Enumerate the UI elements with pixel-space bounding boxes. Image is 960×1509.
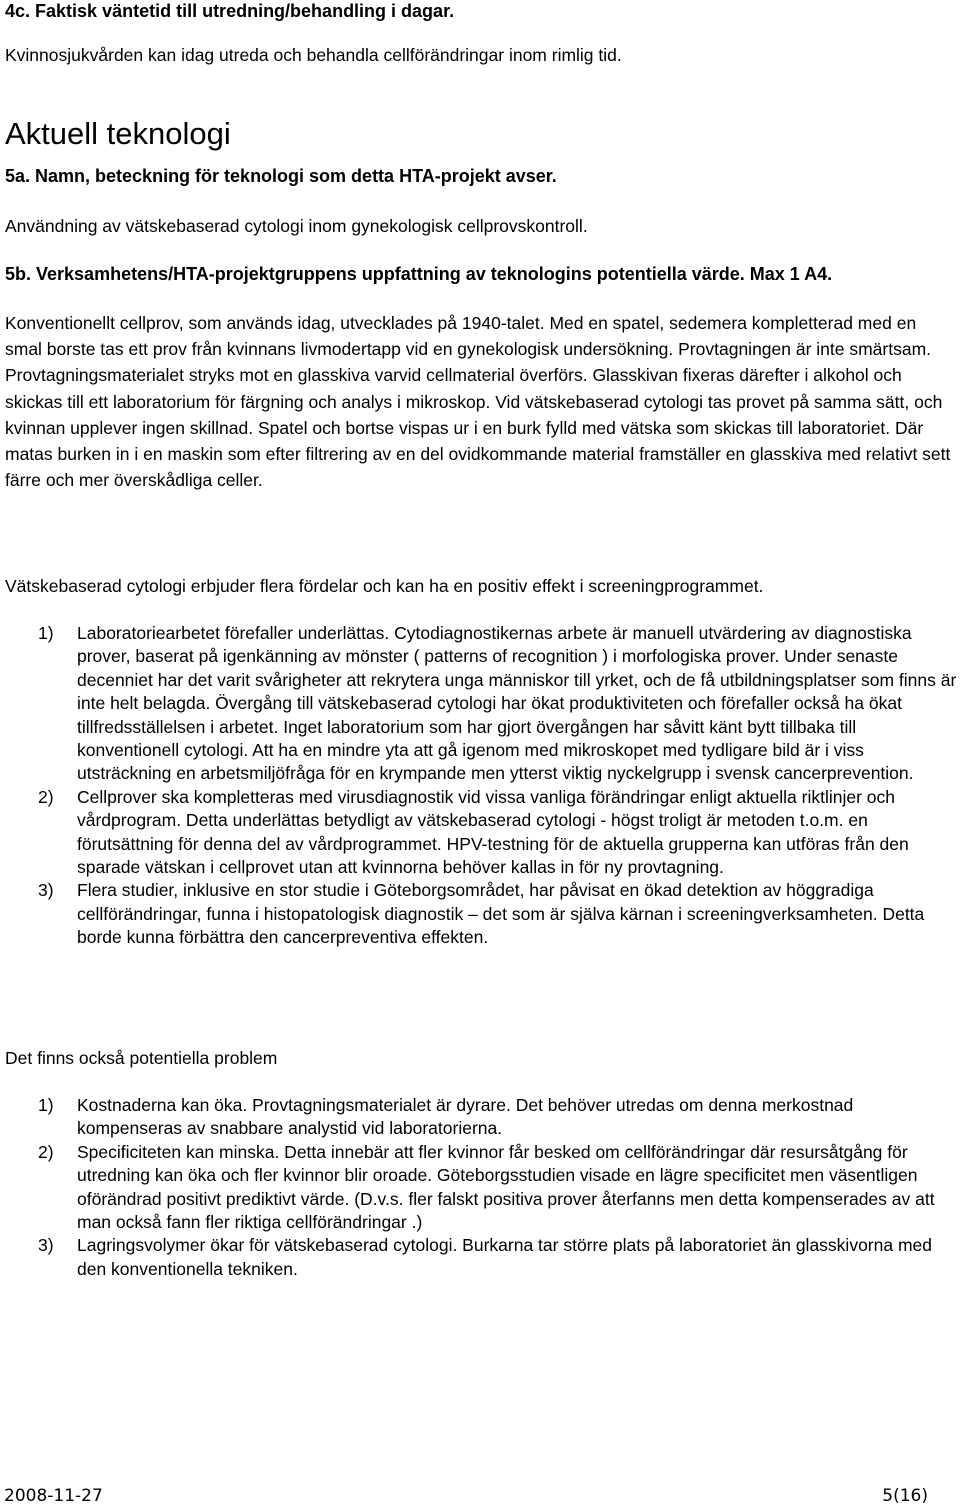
advantages-list — [38, 622, 958, 950]
section-5-title: Aktuell teknologi — [5, 116, 231, 151]
list-item — [38, 1234, 958, 1281]
advantages-intro: Vätskebaserad cytologi erbjuder flera fördelar och kan ha en positiv effekt i screeningprogrammet. — [5, 576, 764, 596]
list-item-number: 3) — [38, 1235, 54, 1256]
section-5a-body: Användning av vätskebaserad cytologi inom gynekologisk cellprovskontroll. — [5, 216, 588, 236]
list-item — [38, 1094, 958, 1141]
list-item-text: Flera studier, inklusive en stor studie i Göteborgsområdet, har påvisat en ökad detektion av höggradiga cellförändringar, funna i histopatologisk diagnostik – det som är själva kärnan i screeningverksamheten. Detta borde kunna förbättra den cancerpreventiva effekten. — [77, 880, 925, 948]
list-item-text: Kostnaderna kan öka. Provtagningsmaterialet är dyrare. Det behöver utredas om denna merkostnad kompenseras av snabbare analystid vid laboratorierna. — [77, 1095, 854, 1139]
section-5b-paragraph: Konventionellt cellprov, som används idag, utvecklades på 1940-talet. Med en spatel, sedemera kompletterad med en smal borste tas ett prov från kvinnans livmodertapp vid en gynekologisk undersökning. Provtagningen är inte smärtsam. Provtagningsmaterialet stryks mot en glasskiva varvid cellmaterial överförs. Glasskivan fixeras därefter i alkohol och skickas till ett laboratorium för färgning och analys i mikroskop. Vid vätskebaserad cytologi tas provet på samma sätt, och kvinnan upplever ingen skillnad. Spatel och bortse vispas ur i en burk fylld med vätska som skickas till laboratoriet. Där matas burken in i en maskin som efter filtrering av en del ovidkommande material framställer en glasskiva med relativt sett färre och mer överskådliga celler. — [5, 313, 951, 491]
list-item-text: Laboratoriearbetet förefaller underlättas. Cytodiagnostikernas arbete är manuell utvärdering av diagnostiska prover, baserat på igenkänning av mönster ( patterns of recognition ) i morfologiska prover. Under senaste decenniet har det varit svårigheter att rekrytera unga människor till yrket, och de få utbildningsplatser som finns är inte helt belagda. Övergång till vätskebaserad cytologi har ökat produktiviteten och förefaller också ha ökat tillfredsställelsen i arbetet. Inget laboratorium som har gjort övergången har såvitt känt bytt tillbaka till konventionell cytologi. Att ha en mindre yta att gå igenom med mikroskopet med tydligare bild är i viss utsträckning en arbetsmiljöfråga för en krympande men ytterst viktig nyckelgrupp i svensk cancerprevention. — [77, 623, 957, 784]
list-item — [38, 879, 958, 949]
list-item-text: Specificiteten kan minska. Detta innebär att fler kvinnor får besked om cellförändringar där resursåtgång för utredning kan öka och fler kvinnor blir oroade. Göteborgsstudien visade en lägre specificitet men väsentligen oförändrad positivt prediktivt värde. (D.v.s. fler falskt positiva prover återfanns men detta kompenserades av att man också fann fler riktiga cellförändringar .) — [77, 1141, 935, 1233]
list-item-number: 3) — [38, 880, 54, 901]
list-item-number: 2) — [38, 786, 54, 807]
footer-date: 2008-11-27 — [4, 1486, 103, 1506]
list-item — [38, 1141, 958, 1235]
section-5b-heading: 5b. Verksamhetens/HTA-projektgruppens uppfattning av teknologins potentiella värde. Max 1 A4. — [5, 264, 833, 284]
section-4c-heading: 4c. Faktisk väntetid till utredning/behandling i dagar. — [5, 1, 455, 21]
list-item-number: 1) — [38, 1095, 54, 1115]
list-item-number: 1) — [38, 623, 54, 643]
footer-page-number: 5(16) — [882, 1486, 928, 1506]
section-5a-heading: 5a. Namn, beteckning för teknologi som detta HTA-projekt avser. — [5, 166, 557, 186]
problems-list — [38, 1094, 958, 1281]
list-item — [38, 622, 958, 786]
list-item-text: Cellprover ska kompletteras med virusdiagnostik vid vissa vanliga förändringar enligt aktuella riktlinjer och vårdprogram. Detta underlättas betydligt av vätskebaserad cytologi - högst troligt är metoden t.o.m. en förutsättning för denna del av vårdprogrammet. HPV-testning för de aktuella grupperna kan utföras från den sparade vätskan i cellprovet utan att kvinnorna behöver kallas in för ny provtagning. — [77, 786, 909, 878]
list-item-text: Lagringsvolymer ökar för vätskebaserad cytologi. Burkarna tar större plats på laboratoriet än glasskivorna med den konventionella tekniken. — [77, 1235, 932, 1279]
problems-intro: Det finns också potentiella problem — [5, 1048, 278, 1068]
list-item — [38, 786, 958, 880]
section-4c-body: Kvinnosjukvården kan idag utreda och behandla cellförändringar inom rimlig tid. — [5, 45, 622, 65]
list-item-number: 2) — [38, 1141, 54, 1162]
